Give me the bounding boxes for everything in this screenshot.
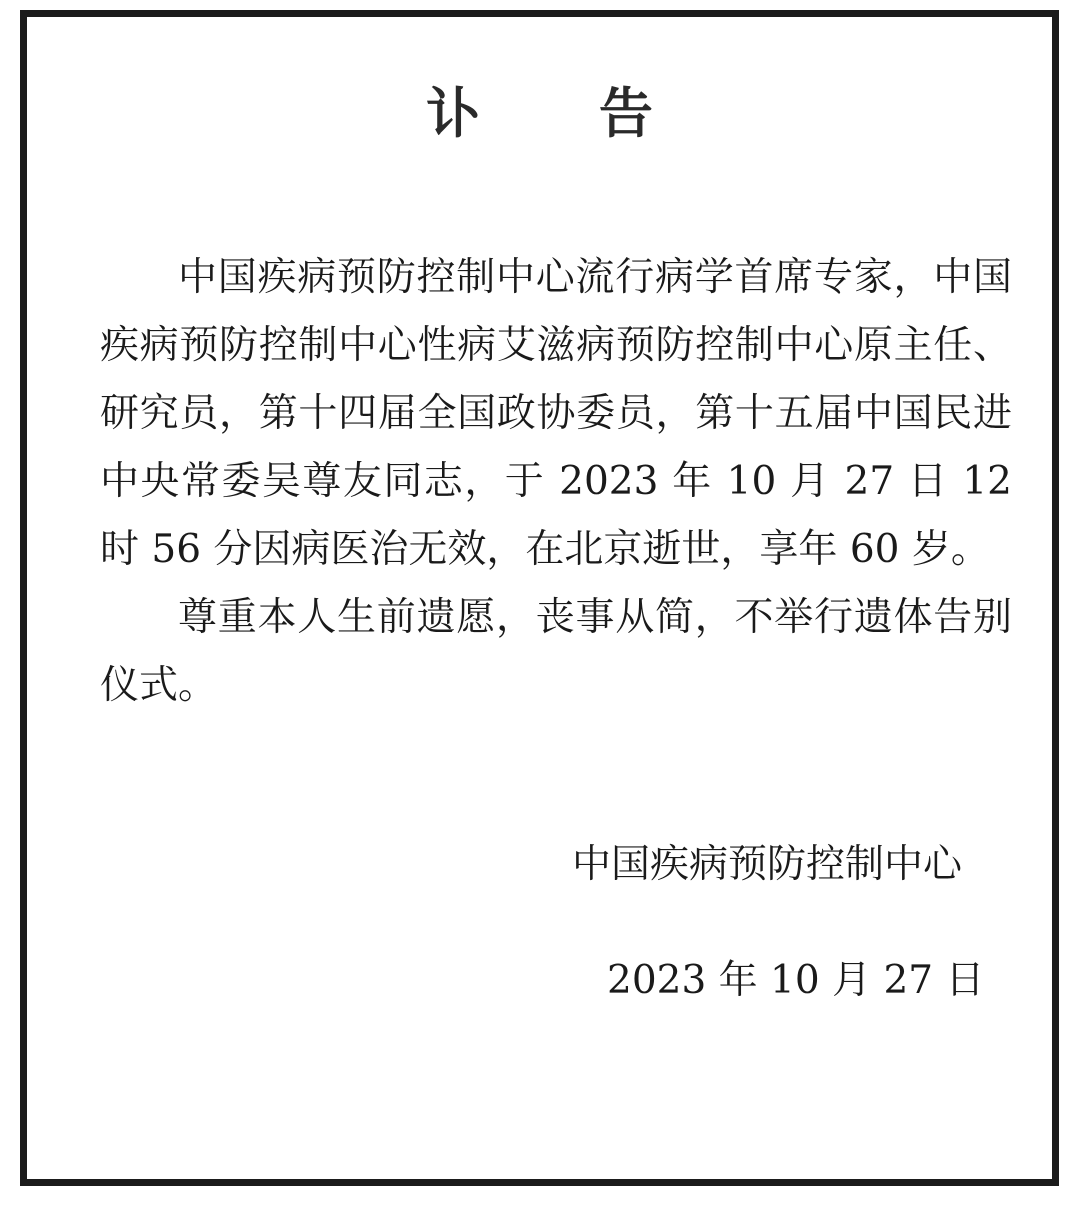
notice-frame	[20, 10, 1059, 1186]
notice-paragraph-announcement: 中国疾病预防控制中心流行病学首席专家，中国疾病预防控制中心性病艾滋病预防控制中心原主任、研究员，第十四届全国政协委员，第十五届中国民进中央常委吴尊友同志，于 2023 年 10 月 27 日 12 时 56 分因病医治无效，在北京逝世，享年 60 岁。	[100, 255, 1012, 572]
issuer-signature: 中国疾病预防控制中心	[572, 842, 963, 887]
notice-title: 讣 告	[426, 82, 703, 145]
notice-paragraph-funeral: 尊重本人生前遗愿，丧事从简，不举行遗体告别仪式。	[100, 595, 1012, 708]
notice-body	[100, 244, 1012, 720]
issue-date: 2023 年 10 月 27 日	[607, 958, 985, 1003]
